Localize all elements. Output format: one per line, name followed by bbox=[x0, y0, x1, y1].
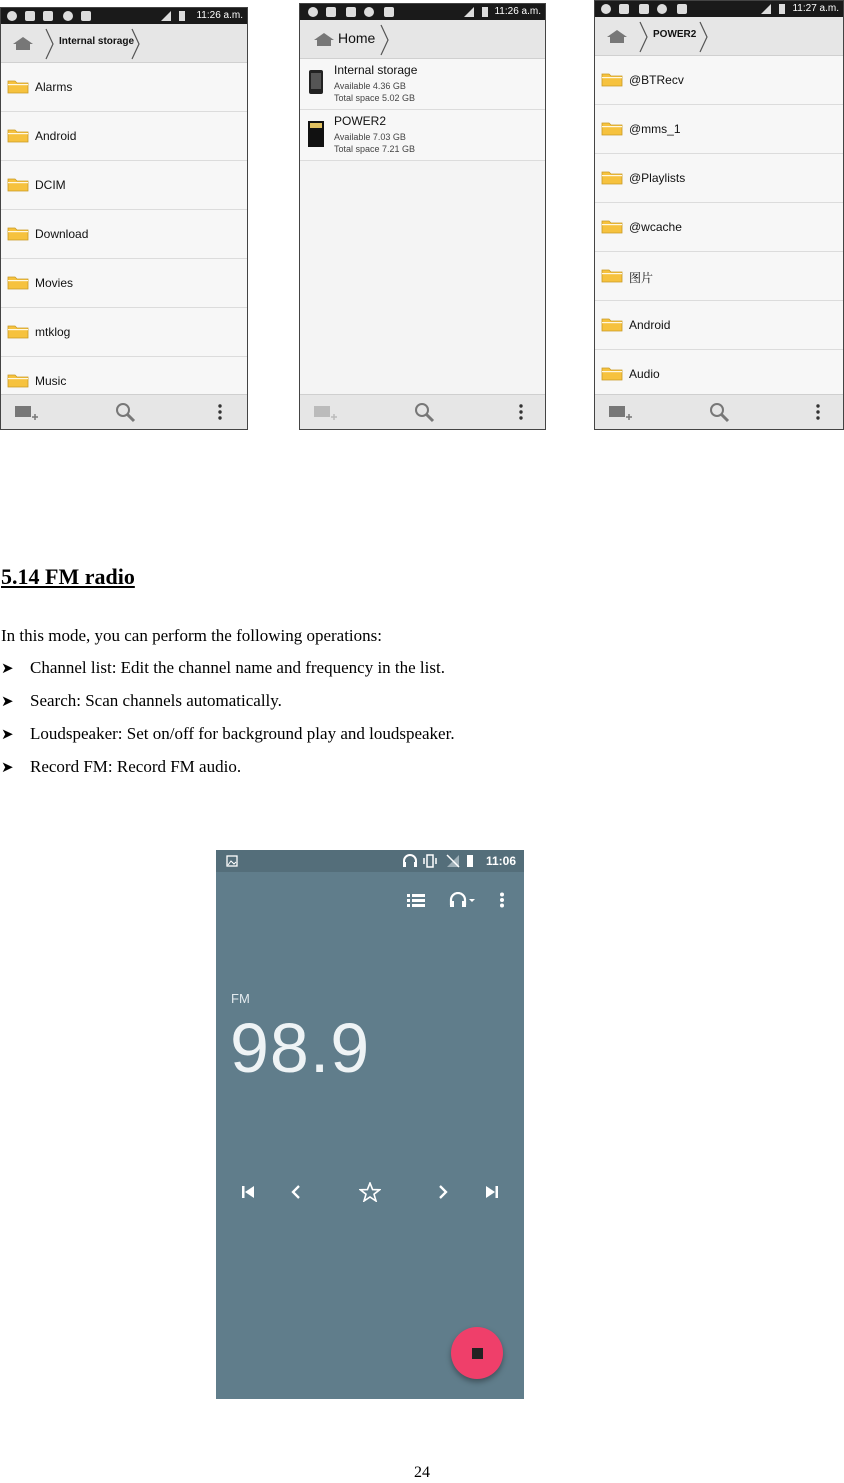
folder-name: Download bbox=[35, 227, 89, 241]
folder-icon bbox=[601, 267, 623, 283]
search-icon[interactable] bbox=[115, 402, 137, 424]
stop-record-button[interactable] bbox=[451, 1327, 503, 1379]
folder-name: DCIM bbox=[35, 178, 66, 192]
audio-output-icon[interactable] bbox=[448, 892, 476, 908]
sd-card-icon bbox=[677, 4, 687, 14]
folder-list bbox=[595, 56, 843, 399]
folder-list bbox=[1, 63, 247, 406]
more-vert-icon[interactable] bbox=[215, 402, 225, 424]
more-vert-icon[interactable] bbox=[813, 402, 823, 424]
home-icon[interactable] bbox=[11, 35, 35, 51]
list-item[interactable] bbox=[595, 105, 843, 154]
folder-icon bbox=[7, 176, 29, 192]
bottom-toolbar bbox=[595, 394, 843, 429]
channel-list-icon[interactable] bbox=[406, 892, 426, 908]
list-item[interactable] bbox=[595, 252, 843, 301]
breadcrumb-current[interactable]: Internal storage bbox=[59, 36, 135, 47]
wifi-icon bbox=[657, 4, 667, 14]
no-signal-icon bbox=[446, 854, 460, 868]
list-item bbox=[1, 757, 455, 790]
status-time: 11:26 a.m. bbox=[494, 6, 541, 17]
new-folder-icon[interactable] bbox=[312, 402, 338, 424]
more-vert-icon[interactable] bbox=[516, 402, 526, 424]
operations-list bbox=[1, 658, 455, 790]
list-item[interactable] bbox=[1, 259, 247, 308]
folder-icon bbox=[7, 78, 29, 94]
image-notification-icon bbox=[619, 4, 629, 14]
list-item bbox=[1, 691, 455, 724]
list-item[interactable] bbox=[1, 308, 247, 357]
signal-icon bbox=[464, 7, 474, 17]
section-intro: In this mode, you can perform the following operations: bbox=[1, 626, 382, 645]
breadcrumb-current[interactable]: Home bbox=[338, 30, 376, 46]
sd-card-icon bbox=[81, 11, 91, 21]
folder-name: Audio bbox=[629, 367, 660, 381]
wifi-icon bbox=[63, 11, 73, 21]
alert-notification-icon bbox=[43, 11, 53, 21]
list-item[interactable] bbox=[595, 56, 843, 105]
battery-icon bbox=[482, 7, 488, 17]
list-item[interactable] bbox=[1, 112, 247, 161]
folder-name: mtklog bbox=[35, 325, 71, 339]
folder-name: Movies bbox=[35, 276, 74, 290]
status-time: 11:26 a.m. bbox=[196, 10, 243, 21]
folder-name: Android bbox=[629, 318, 671, 332]
list-item-text: Channel list: Edit the channel name and frequency in the list. bbox=[30, 658, 445, 677]
music-notification-icon bbox=[7, 11, 17, 21]
storage-total: Total space 7.21 GB bbox=[334, 144, 416, 154]
bullet-arrow-icon: ➤ bbox=[1, 661, 14, 677]
folder-name: Android bbox=[35, 129, 77, 143]
bullet-arrow-icon: ➤ bbox=[1, 727, 14, 743]
status-bar bbox=[1, 8, 247, 24]
image-notification-icon bbox=[326, 7, 336, 17]
folder-icon bbox=[601, 120, 623, 136]
phone-storage-icon bbox=[308, 69, 324, 95]
chevron-right-icon bbox=[380, 24, 390, 56]
chevron-right-icon bbox=[45, 28, 55, 60]
folder-name: 图片 bbox=[629, 271, 654, 285]
stop-icon bbox=[472, 1348, 483, 1359]
folder-icon bbox=[601, 71, 623, 87]
folder-icon bbox=[601, 218, 623, 234]
favorite-star-icon[interactable] bbox=[359, 1182, 381, 1202]
storage-name: POWER2 bbox=[334, 114, 387, 128]
storage-available: Available 7.03 GB bbox=[334, 132, 406, 142]
folder-name: @BTRecv bbox=[629, 73, 684, 87]
folder-icon bbox=[7, 127, 29, 143]
seek-forward-icon[interactable] bbox=[437, 1184, 449, 1200]
page-number: 24 bbox=[414, 1464, 430, 1481]
folder-icon bbox=[7, 274, 29, 290]
status-time: 11:27 a.m. bbox=[792, 3, 839, 14]
folder-name: @wcache bbox=[629, 220, 682, 234]
section-heading: 5.14 FM radio bbox=[1, 564, 135, 589]
storage-available: Available 4.36 GB bbox=[334, 81, 406, 91]
list-item[interactable] bbox=[595, 350, 843, 399]
folder-name: Alarms bbox=[35, 80, 73, 94]
bullet-arrow-icon: ➤ bbox=[1, 760, 14, 776]
sd-notification-icon bbox=[639, 4, 649, 14]
folder-icon bbox=[601, 169, 623, 185]
folder-name: @mms_1 bbox=[629, 122, 681, 136]
signal-icon bbox=[761, 4, 771, 14]
storage-item-sdcard[interactable] bbox=[300, 110, 545, 161]
list-item[interactable] bbox=[1, 63, 247, 112]
storage-name: Internal storage bbox=[334, 63, 418, 77]
music-notification-icon bbox=[601, 4, 611, 14]
seek-back-icon[interactable] bbox=[290, 1184, 302, 1200]
chevron-right-icon bbox=[131, 28, 141, 60]
folder-name: @Playlists bbox=[629, 171, 686, 185]
bottom-toolbar bbox=[1, 394, 247, 429]
band-label: FM bbox=[231, 991, 250, 1006]
new-folder-icon[interactable] bbox=[607, 402, 633, 424]
breadcrumb bbox=[595, 17, 843, 56]
battery-icon bbox=[779, 4, 785, 14]
list-item-text: Search: Scan channels automatically. bbox=[30, 691, 282, 710]
status-bar bbox=[300, 4, 545, 20]
status-time: 11:06 bbox=[485, 854, 516, 868]
chevron-right-icon bbox=[639, 21, 649, 53]
list-item-text: Loudspeaker: Set on/off for background play and loudspeaker. bbox=[30, 724, 455, 743]
phone-screenshot-power2 bbox=[594, 0, 844, 430]
headset-icon bbox=[402, 854, 418, 868]
storage-item-internal[interactable] bbox=[300, 59, 545, 110]
music-notification-icon bbox=[308, 7, 318, 17]
image-notification-icon bbox=[25, 11, 35, 21]
folder-icon bbox=[601, 365, 623, 381]
search-icon[interactable] bbox=[709, 402, 731, 424]
sd-notification-icon bbox=[346, 7, 356, 17]
search-icon[interactable] bbox=[414, 402, 436, 424]
image-notification-icon bbox=[226, 855, 238, 867]
folder-name: Music bbox=[35, 374, 67, 388]
signal-icon bbox=[161, 11, 171, 21]
bottom-toolbar bbox=[300, 394, 545, 429]
breadcrumb bbox=[1, 24, 247, 63]
list-item[interactable] bbox=[1, 161, 247, 210]
list-item[interactable] bbox=[595, 154, 843, 203]
folder-icon bbox=[7, 372, 29, 388]
list-item bbox=[1, 724, 455, 757]
vibrate-icon bbox=[422, 854, 438, 868]
fm-radio-screenshot bbox=[216, 850, 524, 1399]
new-folder-icon[interactable] bbox=[13, 402, 39, 424]
storage-total: Total space 5.02 GB bbox=[334, 93, 416, 103]
list-item[interactable] bbox=[595, 301, 843, 350]
breadcrumb-current[interactable]: POWER2 bbox=[653, 29, 697, 40]
list-item[interactable] bbox=[1, 210, 247, 259]
breadcrumb bbox=[300, 20, 545, 59]
folder-icon bbox=[7, 225, 29, 241]
more-vert-icon[interactable] bbox=[498, 892, 506, 908]
sd-card-icon bbox=[306, 120, 326, 148]
skip-next-icon[interactable] bbox=[484, 1184, 500, 1200]
phone-screenshot-home bbox=[299, 3, 546, 430]
list-item[interactable] bbox=[595, 203, 843, 252]
phone-screenshot-internal-storage bbox=[0, 7, 248, 430]
bullet-arrow-icon: ➤ bbox=[1, 694, 14, 710]
battery-icon bbox=[179, 11, 185, 21]
list-item bbox=[1, 658, 455, 691]
battery-icon bbox=[466, 854, 474, 868]
home-icon[interactable] bbox=[605, 28, 629, 44]
status-bar bbox=[595, 1, 843, 17]
folder-icon bbox=[601, 316, 623, 332]
skip-previous-icon[interactable] bbox=[240, 1184, 256, 1200]
status-bar bbox=[216, 850, 524, 872]
home-icon[interactable] bbox=[312, 31, 336, 47]
sd-card-icon bbox=[384, 7, 394, 17]
wifi-icon bbox=[364, 7, 374, 17]
frequency-display: 98.9 bbox=[230, 1009, 371, 1087]
chevron-right-icon bbox=[699, 21, 709, 53]
list-item-text: Record FM: Record FM audio. bbox=[30, 757, 242, 776]
folder-icon bbox=[7, 323, 29, 339]
